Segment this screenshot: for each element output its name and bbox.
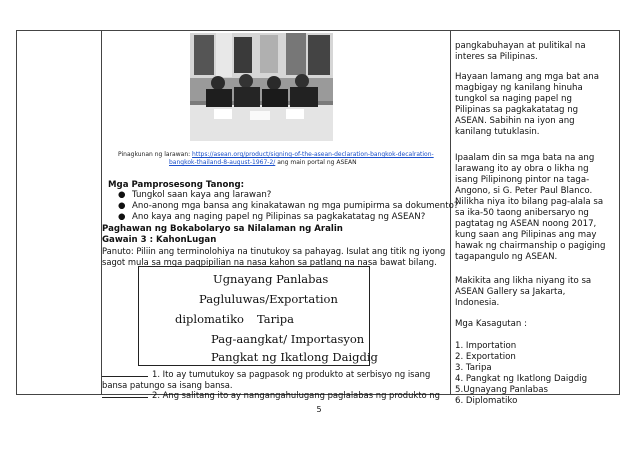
list-item: 5.Ugnayang Panlabas <box>455 385 549 395</box>
bullet-icon: ● <box>118 190 126 200</box>
answer-blank[interactable] <box>102 390 148 398</box>
column-divider <box>450 31 451 394</box>
question-item-1-cont: bansa patungo sa isang bansa. <box>102 380 233 390</box>
processing-questions-heading: Mga Pamprosesong Tanong: <box>108 180 245 190</box>
caption-source-link[interactable]: https://asean.org/product/signing-of-the-asean-declaration-bangkok-decalration- <box>192 151 434 158</box>
term-ikatlong-daigdig: Pangkat ng Ikatlong Daigdig <box>211 350 378 364</box>
right-para-3: Ipaalam din sa mga bata na ang larawang ito ay obra o likha ng isang Pilipinong pintor na taga- Angono, si G. Peter Paul Blanco. Nilikha niya ito bilang pag-alala sa sa ika-50 taong anibersaryo ng pagtatag ng ASEAN noong 2017, kung saan ang Pilipinas ang may hawak ng chairmanship o pagiging tagapangulo ng ASEAN. <box>455 153 606 262</box>
bullet-icon: ● <box>118 201 126 211</box>
list-item: 6. Diplomatiko <box>455 396 518 406</box>
caption-prefix: Pinagkunan ng larawan: <box>118 151 193 158</box>
right-para-1: pangkabuhayan at pulitikal na interes sa Pilipinas. <box>455 41 586 62</box>
term-importasyon: Pag-aangkat/ Importasyon <box>211 332 365 346</box>
caption-source-link-cont[interactable]: bangkok-thailand-8-august-1967-2/ <box>169 159 276 166</box>
bullet-icon: ● <box>118 212 126 222</box>
list-item: 1. Importation <box>455 341 517 351</box>
answer-blank[interactable] <box>102 369 148 377</box>
processing-questions-list <box>118 190 459 223</box>
term-ugnayang-panlabas: Ugnayang Panlabas <box>213 272 329 286</box>
list-item: 2. Exportation <box>455 352 516 362</box>
instructions: Panuto: Piliin ang terminolohiya na tinutukoy sa pahayag. Isulat ang titik ng iyong sagot mula sa mga pagpipilian na nasa kahon sa patlang na nasa bawat bilang. <box>102 246 446 267</box>
answer-key-list <box>455 341 617 407</box>
list-item: ● Ano-anong mga bansa ang kinakatawan ng mga pumipirma sa dokumento? <box>118 201 459 211</box>
photo-caption <box>118 151 438 167</box>
page-number: 5 <box>316 405 322 414</box>
term-taripa: Taripa <box>257 312 295 326</box>
right-para-4: Makikita ang likha niyang ito sa ASEAN Gallery sa Jakarta, Indonesia. <box>455 276 592 308</box>
word-choice-box <box>138 266 378 366</box>
list-item: 3. Taripa <box>455 363 492 373</box>
question-item-2: 2. Ang salitang ito ay nangangahulugang paglalabas ng produkto ng <box>102 390 452 401</box>
right-para-2: Hayaan lamang ang mga bat ana magbigay ng kanilang hinuha tungkol sa naging papel ng Pilipinas sa pagkakatatag ng ASEAN. Sabihin na iyon ang kanilang tutuklasin. <box>455 72 599 137</box>
term-exportation: Pagluluwas/Exportation <box>199 292 338 306</box>
section-heading: Paghawan ng Bokabolaryo sa Nilalaman ng Aralin <box>102 224 343 234</box>
activity-title: Gawain 3 : KahonLugan <box>102 235 217 245</box>
column-divider <box>101 31 102 394</box>
list-item: ● Tungkol saan kaya ang larawan? <box>118 190 272 200</box>
answers-heading: Mga Kasagutan : <box>455 319 527 329</box>
question-item-1: 1. Ito ay tumutukoy sa pagpasok ng produkto at serbisyo ng isang <box>102 369 452 380</box>
list-item: 4. Pangkat ng Ikatlong Daigdig <box>455 374 588 384</box>
term-diplomatiko: diplomatiko <box>175 312 244 326</box>
caption-suffix: ang main portal ng ASEAN <box>275 159 357 166</box>
asean-signing-photo <box>190 33 333 141</box>
list-item: ● Ano kaya ang naging papel ng Pilipinas sa pagkakatatag ng ASEAN? <box>118 212 426 222</box>
